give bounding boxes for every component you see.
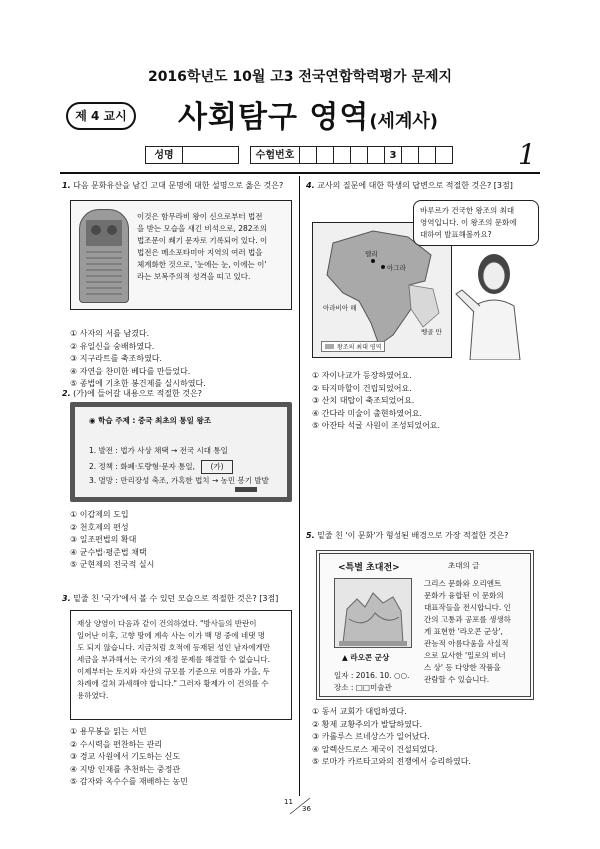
exhibit-subtitle: 초대의 글	[448, 561, 480, 570]
exam-number-field[interactable]	[250, 146, 453, 164]
q1-options	[70, 328, 206, 391]
q5-options	[312, 706, 471, 769]
q4-option-2[interactable]: ② 타지마할이 건립되었어요.	[312, 383, 412, 393]
chalk-eraser-icon	[235, 487, 257, 492]
laocoon-statue-image	[334, 578, 412, 648]
exam-number-digit: 3	[385, 147, 402, 163]
teacher-figure	[450, 250, 530, 360]
q2-option-3[interactable]: ③ 일조편법의 확대	[70, 535, 137, 545]
q2-option-4[interactable]: ④ 균수법·평준법 채택	[70, 547, 147, 557]
exam-title: 2016학년도 10월 고3 전국연합학력평가 문제지	[147, 69, 453, 85]
subject-main: 사회탐구 영역	[178, 100, 370, 135]
q1-passage: 이것은 함무라비 왕이 신으로부터 법전 을 받는 모습을 새긴 비석으로, 282조의 법조문이 쐐기 문자로 기록되어 있다. 이 법전은 메소포타미아 지역의 여러 법을 체계화한 것으로, '눈에는 눈, 이에는 이' 라는 보복주의적 성격을 띠고 있다.	[137, 212, 268, 281]
q5-exhibit-frame	[316, 550, 534, 700]
q2-board-line-2: 2. 정책 : 화폐·도량형·문자 통일, (가)	[89, 460, 233, 474]
q2-options	[70, 509, 154, 572]
q2-board-line-1: 1. 발전 : 법가 사상 채택 → 전국 시대 통일	[89, 446, 228, 455]
q1-option-3[interactable]: ③ 지구라트를 축조하였다.	[70, 354, 163, 364]
map-label-delhi: 델리	[365, 250, 378, 258]
q4-option-3[interactable]: ③ 산치 대탑이 축조되었어요.	[312, 396, 415, 406]
page-counter	[282, 796, 318, 816]
page-current: 11	[284, 798, 293, 806]
q1-option-4[interactable]: ④ 자연을 찬미한 베다를 만들었다.	[70, 366, 191, 376]
q3-option-3[interactable]: ③ 경교 사원에서 기도하는 신도	[70, 752, 181, 762]
q1-option-1[interactable]: ① 사자의 서를 남겼다.	[70, 329, 150, 338]
q3-option-4[interactable]: ④ 지방 인재를 추천하는 중정관	[70, 764, 181, 774]
page-total: 36	[302, 805, 311, 813]
q2-board-line-3: 3. 멸망 : 만리장성 축조, 가혹한 법치 → 농민 봉기 발발	[89, 476, 269, 485]
q4-speech-bubble: 바루르가 건국한 왕조의 최대 영역입니다. 이 왕조의 문화에 대하여 발표해볼까요?	[413, 200, 539, 246]
period-badge	[66, 102, 136, 130]
q2-option-2[interactable]: ② 천호제의 편성	[70, 522, 129, 532]
exhibit-info	[334, 670, 409, 694]
q5-option-1[interactable]: ① 동서 교회가 대립하였다.	[312, 707, 407, 716]
q3-option-1[interactable]: ① 용무봉을 읽는 서민	[70, 727, 147, 736]
q3-option-5[interactable]: ⑤ 감자와 옥수수를 재배하는 농민	[70, 777, 188, 787]
q1-option-2[interactable]: ② 유일신을 숭배하였다.	[70, 341, 155, 351]
q2-option-1[interactable]: ① 이갑제의 도입	[70, 510, 129, 519]
q3-question: 3. 밑줄 친 '국가'에서 볼 수 있던 모습으로 적절한 것은? [3점]	[62, 594, 279, 603]
name-input-area[interactable]	[183, 147, 238, 163]
q2-chalkboard	[70, 402, 292, 502]
q3-options	[70, 726, 188, 789]
q5-option-3[interactable]: ③ 카롤루스 르네상스가 일어났다.	[312, 732, 430, 742]
page-number: 1	[518, 138, 536, 171]
exhibit-place: 장소 : □□미술관	[334, 683, 392, 692]
map-label-arabian-sea: 아라비아 해	[323, 304, 357, 312]
legend-swatch	[325, 344, 334, 349]
q2-option-5[interactable]: ⑤ 군현제의 전국적 실시	[70, 560, 155, 570]
q2-board-title: ◉ 학습 주제 : 중국 최초의 통일 왕조	[89, 416, 212, 425]
subject-sub: (세계사)	[369, 111, 438, 132]
q4-options	[312, 370, 440, 433]
q4-option-5[interactable]: ⑤ 아잔타 석굴 사원이 조성되었어요.	[312, 421, 441, 431]
name-label: 성명	[146, 147, 183, 163]
map-label-agra: 아그라	[387, 264, 406, 272]
q5-option-4[interactable]: ④ 알렉산드로스 제국이 건설되었다.	[312, 744, 438, 754]
q5-option-2[interactable]: ② 황제 교황주의가 발달하였다.	[312, 719, 423, 729]
q4-option-4[interactable]: ④ 간다라 미술이 출현하였어요.	[312, 408, 423, 418]
exhibit-title: <특별 초대전>	[338, 563, 400, 573]
exhibit-text: 그리스 문화와 오리엔트 문화가 융합된 이 문화의 대표작들을 전시합니다. 인 간의 고통과 공포를 생생하 게 표현한 '라오콘 군상', 관능적 아름다움을 사실적 으로 묘사한 '밀로의 비너 스 상' 등 다양한 작품을 관람할 수 있습니다.	[424, 579, 511, 684]
q2-blank-box: (가)	[201, 460, 232, 474]
legend-label: 왕조의 최대 영역	[337, 344, 382, 351]
map-legend	[321, 341, 385, 352]
hammurabi-stele-image	[79, 209, 129, 303]
q3-option-2[interactable]: ② 수시력을 편찬하는 관리	[70, 739, 163, 749]
q1-question: 1. 다음 문화유산을 남긴 고대 문명에 대한 설명으로 옳은 것은?	[62, 181, 284, 190]
period-label: 제 4 교시	[75, 109, 127, 123]
q2-question: 2. (가)에 들어갈 내용으로 적절한 것은?	[62, 389, 203, 398]
map-label-bay-of-bengal: 벵골 만	[421, 328, 442, 336]
exhibit-caption: ▲ 라오콘 군상	[342, 653, 390, 662]
q1-source-box	[70, 200, 292, 310]
q3-passage-box: 재상 양염이 다음과 같이 건의하였다. "방사들의 반란이 일어난 이후, 고향 땅에 계속 사는 이가 백 명 중에 네댓 명 도 되지 않습니다. 지금처럼 호적에 등재된 성인 남자에게만 세금을 부과해서는 국가의 재정 문제를 해결할 수 없습니다. 이제부터는 토지와 자산의 규모를 기준으로 여름과 가을, 두 차례에 걸쳐 과세해야 합니다." 그러자 황제가 이 건의를 수 용하였다.	[70, 610, 292, 720]
name-field[interactable]	[145, 146, 239, 164]
subject-title	[178, 92, 438, 136]
q1-option-5[interactable]: ⑤ 종법에 기초한 봉건제를 실시하였다.	[70, 379, 206, 389]
q4-option-1[interactable]: ① 자이나교가 등장하였어요.	[312, 371, 412, 380]
q5-option-5[interactable]: ⑤ 로마가 카르타고와의 전쟁에서 승리하였다.	[312, 757, 471, 767]
exhibit-date: 일자 : 2016. 10. ○○.	[334, 671, 410, 680]
q4-question: 4. 교사의 질문에 대한 학생의 답변으로 적절한 것은? [3점]	[306, 181, 513, 190]
q5-question: 5. 밑줄 친 '이 문화'가 형성된 배경으로 가장 적절한 것은?	[306, 531, 509, 540]
exam-number-label: 수험번호	[251, 147, 300, 163]
